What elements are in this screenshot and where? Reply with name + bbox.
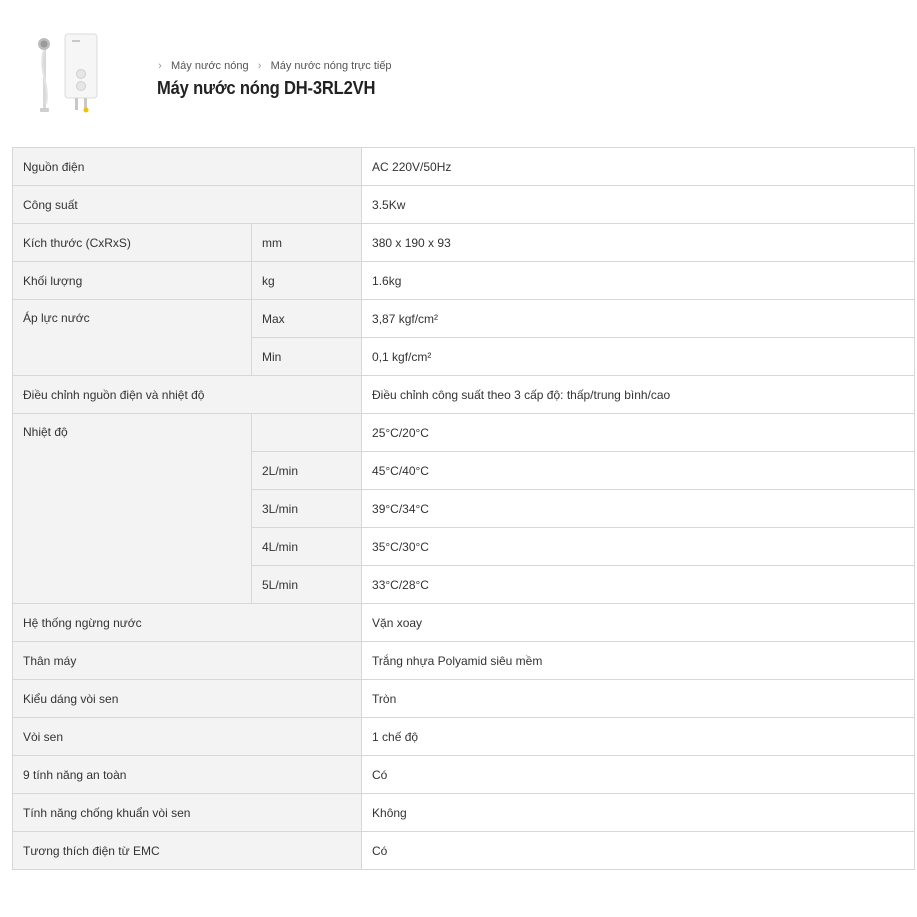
table-row: [13, 756, 915, 794]
table-row: [13, 376, 915, 414]
spec-value: Vặn xoay: [362, 604, 915, 642]
spec-value: Không: [362, 794, 915, 832]
table-row: [13, 604, 915, 642]
spec-sub-label: 5L/min: [252, 566, 362, 604]
spec-label: Kích thước (CxRxS): [13, 224, 252, 262]
spec-value: Tròn: [362, 680, 915, 718]
table-row: [13, 300, 915, 338]
spec-value: 0,1 kgf/cm²: [362, 338, 915, 376]
spec-label: Hệ thống ngừng nước: [13, 604, 362, 642]
breadcrumb-link-water-heaters[interactable]: Máy nước nóng: [171, 60, 249, 72]
chevron-right-icon: ›: [158, 60, 162, 72]
spec-label: Khối lượng: [13, 262, 252, 300]
spec-value: Điều chỉnh công suất theo 3 cấp độ: thấp/trung bình/cao: [362, 376, 915, 414]
table-row: [13, 832, 915, 870]
table-row: [13, 680, 915, 718]
spec-label: Kiểu dáng vòi sen: [13, 680, 362, 718]
table-row: [13, 642, 915, 680]
spec-value: Có: [362, 756, 915, 794]
spec-value: 45°C/40°C: [362, 452, 915, 490]
product-image[interactable]: [30, 30, 104, 118]
spec-value: Có: [362, 832, 915, 870]
spec-label: Công suất: [13, 186, 362, 224]
table-row: [13, 262, 915, 300]
spec-value: 380 x 190 x 93: [362, 224, 915, 262]
spec-sub-label: 4L/min: [252, 528, 362, 566]
spec-sub-label: 2L/min: [252, 452, 362, 490]
spec-value: 3,87 kgf/cm²: [362, 300, 915, 338]
page-title: Máy nước nóng DH-3RL2VH: [157, 78, 376, 98]
spec-label: Tương thích điện từ EMC: [13, 832, 362, 870]
spec-label: 9 tính năng an toàn: [13, 756, 362, 794]
table-row: [13, 148, 915, 186]
spec-value: 1 chế độ: [362, 718, 915, 756]
table-row: [13, 186, 915, 224]
spec-label: Áp lực nước: [13, 300, 252, 376]
spec-label: Nguồn điện: [13, 148, 362, 186]
breadcrumb: [155, 60, 392, 72]
spec-value: Trắng nhựa Polyamid siêu mềm: [362, 642, 915, 680]
spec-sub-label: Max: [252, 300, 362, 338]
table-row: [13, 224, 915, 262]
breadcrumb-link-instant-water-heaters[interactable]: Máy nước nóng trực tiếp: [270, 60, 392, 72]
spec-value: 25°C/20°C: [362, 414, 915, 452]
spec-value: 33°C/28°C: [362, 566, 915, 604]
spec-label: Tính năng chống khuẩn vòi sen: [13, 794, 362, 832]
specifications-table: [12, 147, 915, 870]
spec-value: 1.6kg: [362, 262, 915, 300]
spec-value: 3.5Kw: [362, 186, 915, 224]
table-row: [13, 414, 915, 452]
spec-label: Điều chỉnh nguồn điện và nhiệt độ: [13, 376, 362, 414]
product-header: [0, 0, 917, 140]
spec-unit: kg: [252, 262, 362, 300]
spec-sub-label: 3L/min: [252, 490, 362, 528]
spec-unit: mm: [252, 224, 362, 262]
table-row: [13, 794, 915, 832]
spec-label: Nhiệt độ: [13, 414, 252, 604]
spec-value: 35°C/30°C: [362, 528, 915, 566]
spec-value: 39°C/34°C: [362, 490, 915, 528]
spec-value: AC 220V/50Hz: [362, 148, 915, 186]
chevron-right-icon: ›: [257, 60, 262, 72]
spec-sub-label: [252, 414, 362, 452]
spec-label: Thân máy: [13, 642, 362, 680]
spec-sub-label: Min: [252, 338, 362, 376]
spec-label: Vòi sen: [13, 718, 362, 756]
table-row: [13, 718, 915, 756]
